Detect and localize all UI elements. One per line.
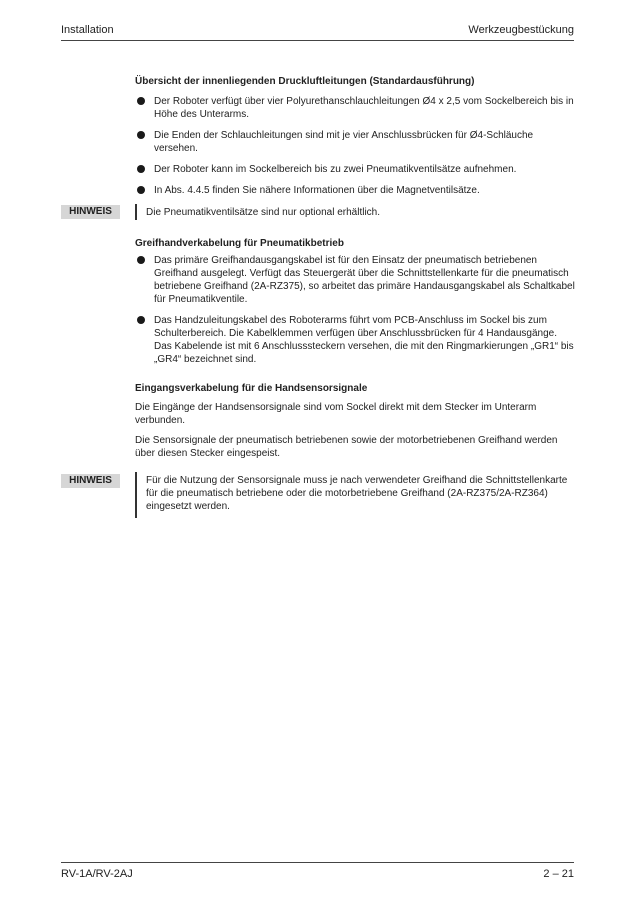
bullet-icon	[137, 165, 145, 173]
list-item	[135, 129, 575, 155]
page-footer	[61, 868, 574, 884]
page-number: 2 – 21	[543, 868, 574, 880]
list-item	[135, 163, 575, 176]
paragraph: Die Sensorsignale der pneumatisch betriebenen sowie der motorbetriebenen Greifhand werden über diesen Stecker eingespeist.	[135, 435, 558, 459]
bullet-list-compressed-air-lines	[135, 95, 575, 197]
list-item	[135, 95, 575, 121]
list-item-text: Der Roboter verfügt über vier Polyurethanschlauchleitungen Ø4 x 2,5 vom Sockelbereich bis in Höhe des Unterarms.	[154, 96, 574, 120]
list-item	[135, 184, 575, 197]
footer-model: RV-1A/RV-2AJ	[61, 868, 133, 880]
list-item-text: Die Enden der Schlauchleitungen sind mit je vier Anschlussbrücken für Ø4-Schläuche versehen.	[154, 130, 534, 154]
page-header	[61, 24, 574, 40]
section-heading-gripper-wiring: Greifhandverkabelung für Pneumatikbetrieb	[135, 238, 344, 249]
list-item-text: In Abs. 4.4.5 finden Sie nähere Informationen über die Magnetventilsätze.	[154, 185, 480, 196]
header-rule	[61, 40, 574, 41]
list-item	[135, 254, 575, 306]
footer-rule	[61, 862, 574, 863]
header-chapter-title: Werkzeugbestückung	[468, 24, 574, 36]
list-item	[135, 314, 575, 366]
paragraph: Die Eingänge der Handsensorsignale sind vom Sockel direkt mit dem Stecker im Unterarm verbunden.	[135, 402, 537, 426]
bullet-icon	[137, 131, 145, 139]
note-text: Die Pneumatikventilsätze sind nur optional erhältlich.	[146, 207, 381, 218]
header-section-title: Installation	[61, 24, 114, 36]
list-item-text: Das primäre Greifhandausgangskabel ist für den Einsatz der pneumatisch betriebenen Greifhand ausgelegt. Verfügt das Steuergerät über die Schnittstellenkarte für die pneumatisch betriebene Greifhand (2A-RZ375), so arbeitet das primäre Handausgangskabel als Schaltkabel für Pneumatikventile.	[154, 255, 575, 305]
section-heading-compressed-air-lines: Übersicht der innenliegenden Druckluftleitungen (Standardausführung)	[135, 76, 475, 87]
bullet-icon	[137, 97, 145, 105]
note-divider	[135, 472, 137, 518]
bullet-icon	[137, 186, 145, 194]
bullet-icon	[137, 316, 145, 324]
bullet-icon	[137, 256, 145, 264]
bullet-list-gripper-wiring	[135, 254, 575, 366]
note-divider	[135, 204, 137, 220]
note-label: HINWEIS	[61, 205, 120, 219]
list-item-text: Der Roboter kann im Sockelbereich bis zu zwei Pneumatikventilsätze aufnehmen.	[154, 164, 517, 175]
list-item-text: Das Handzuleitungskabel des Roboterarms führt vom PCB-Anschluss im Sockel bis zum Schulterbereich. Die Kabelklemmen verfügen über Anschlussbrücken für 4 Handausgänge. Das Kabelende ist mit 6 Anschlusssteckern versehen, die mit den Ringmarkierungen „GR1“ bis „GR4“ bezeichnet sind.	[154, 315, 574, 365]
section-heading-sensor-wiring: Eingangsverkabelung für die Handsensorsignale	[135, 383, 368, 394]
note-text: Für die Nutzung der Sensorsignale muss je nach verwendeter Greifhand die Schnittstellenkarte für die pneumatisch betriebene oder die motorbetriebene Greifhand (2A-RZ375/2A-RZ364) eingesetzt werden.	[146, 475, 568, 512]
note-label: HINWEIS	[61, 474, 120, 488]
